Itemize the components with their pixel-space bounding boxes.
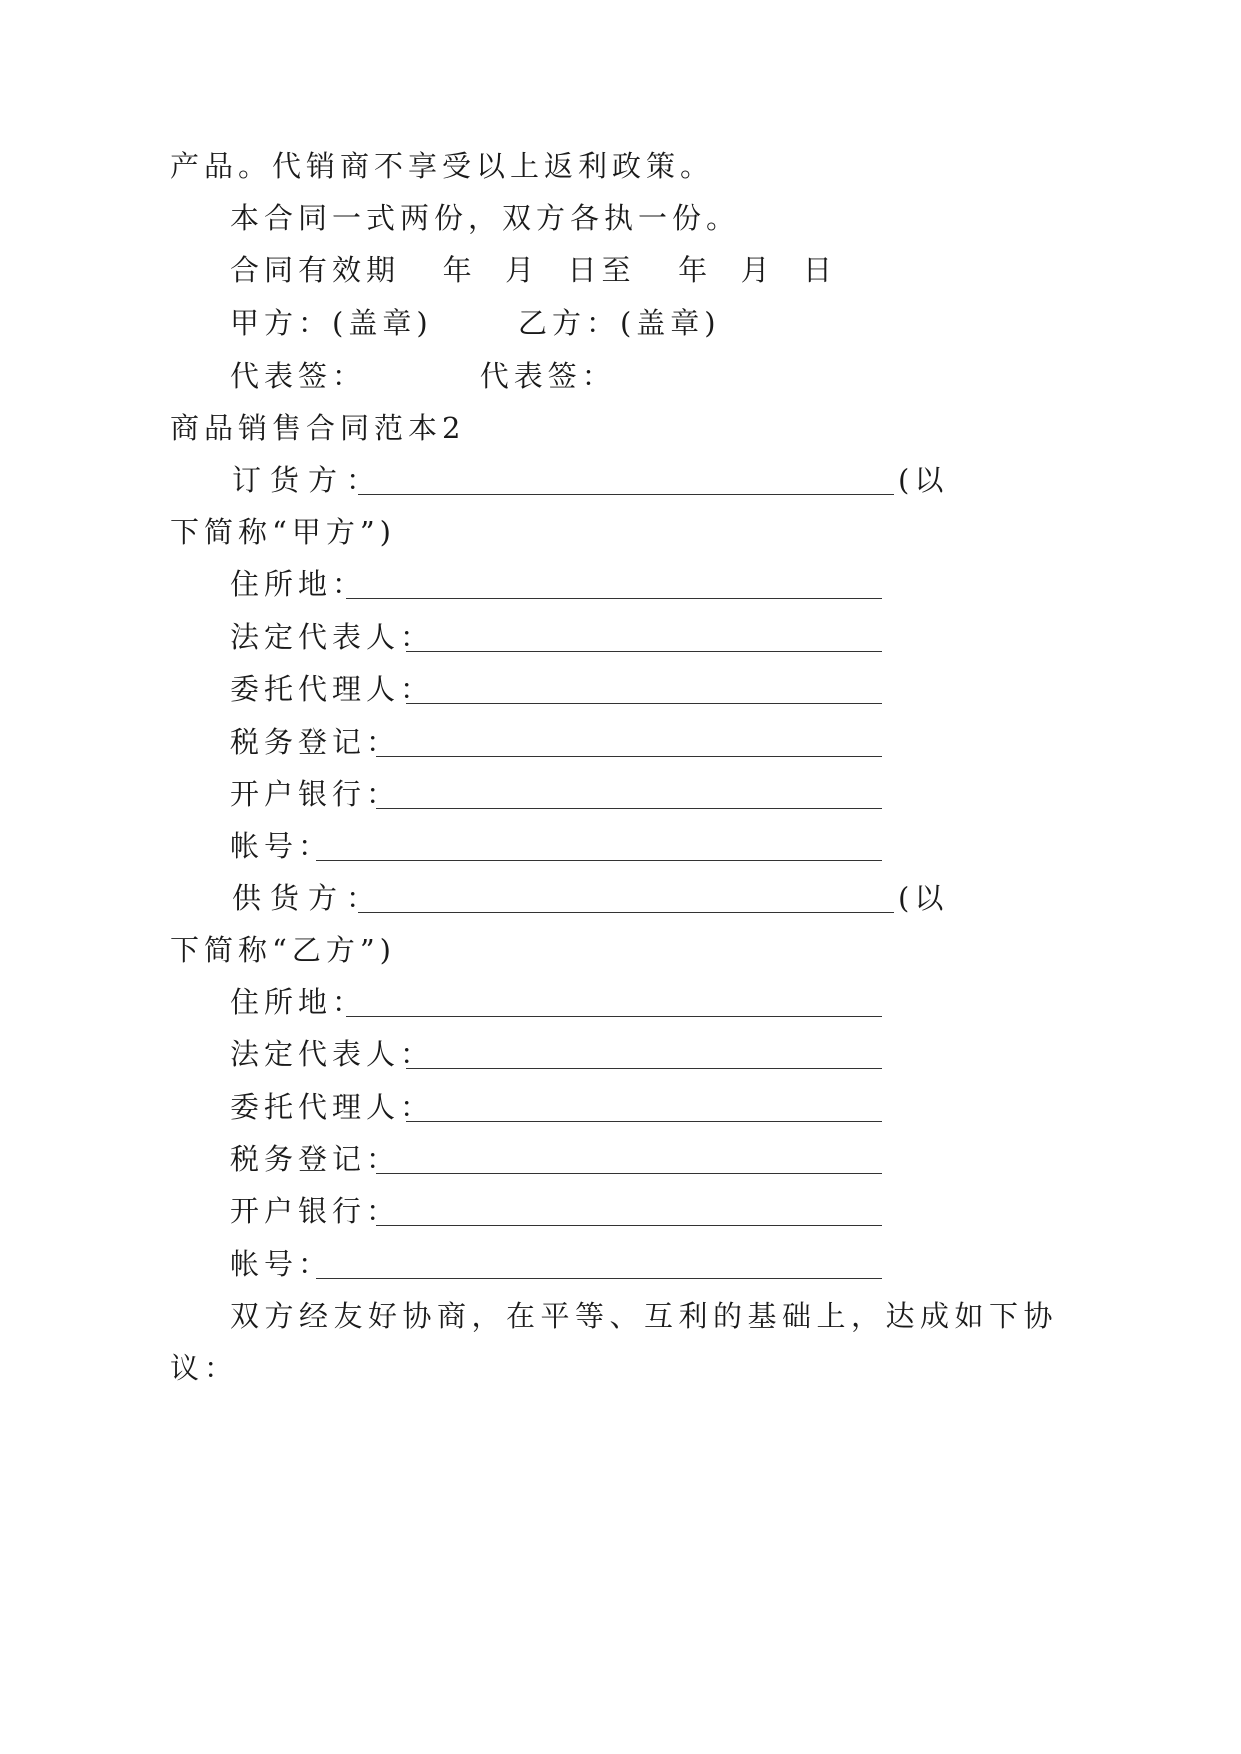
- seller-legal-rep-blank: [406, 1068, 882, 1069]
- seller-blank-line: [358, 912, 894, 913]
- buyer-continuation: 下简称“甲方”): [170, 515, 396, 549]
- seller-bank-label: 开户银行：: [230, 1194, 401, 1228]
- buyer-address-blank: [346, 598, 882, 599]
- seller-address-label: 住所地：: [230, 985, 367, 1019]
- buyer-label: 订货方：: [232, 463, 385, 497]
- buyer-account-blank: [316, 860, 882, 861]
- buyer-legal-rep-blank: [406, 651, 882, 652]
- buyer-legal-rep-label: 法定代表人：: [230, 620, 435, 654]
- seller-agent-blank: [406, 1121, 882, 1122]
- seller-bank-blank: [376, 1225, 882, 1226]
- paragraph-rebate-policy: 产品。代销商不享受以上返利政策。: [170, 149, 715, 183]
- seller-account-blank: [316, 1278, 882, 1279]
- paragraph-signatures: 代表签： 代表签：: [230, 359, 616, 393]
- paragraph-seals: 甲方：(盖章) 乙方：(盖章): [230, 306, 721, 340]
- paragraph-validity-period: 合同有效期 年 月 日至 年 月 日: [230, 253, 838, 287]
- seller-label: 供货方：: [232, 881, 385, 915]
- seller-account-label: 帐号：: [230, 1247, 333, 1281]
- closing-line-1: 双方经友好协商，在平等、互利的基础上，达成如下协: [230, 1299, 1059, 1333]
- buyer-tax-blank: [376, 756, 882, 757]
- closing-line-2: 议：: [170, 1351, 239, 1385]
- buyer-account-label: 帐号：: [230, 829, 333, 863]
- seller-tax-label: 税务登记：: [230, 1142, 401, 1176]
- buyer-agent-label: 委托代理人：: [230, 672, 435, 706]
- seller-suffix: (以: [898, 881, 949, 915]
- seller-address-blank: [346, 1016, 882, 1017]
- buyer-bank-label: 开户银行：: [230, 777, 401, 811]
- seller-tax-blank: [376, 1173, 882, 1174]
- buyer-suffix: (以: [898, 463, 949, 497]
- seller-legal-rep-label: 法定代表人：: [230, 1037, 435, 1071]
- seller-agent-label: 委托代理人：: [230, 1090, 435, 1124]
- section-title: 商品销售合同范本2: [170, 411, 466, 445]
- paragraph-copies: 本合同一式两份，双方各执一份。: [230, 201, 741, 235]
- buyer-blank-line: [358, 494, 894, 495]
- seller-continuation: 下简称“乙方”): [170, 933, 396, 967]
- buyer-bank-blank: [376, 808, 882, 809]
- buyer-agent-blank: [406, 703, 882, 704]
- buyer-tax-label: 税务登记：: [230, 725, 401, 759]
- buyer-address-label: 住所地：: [230, 567, 367, 601]
